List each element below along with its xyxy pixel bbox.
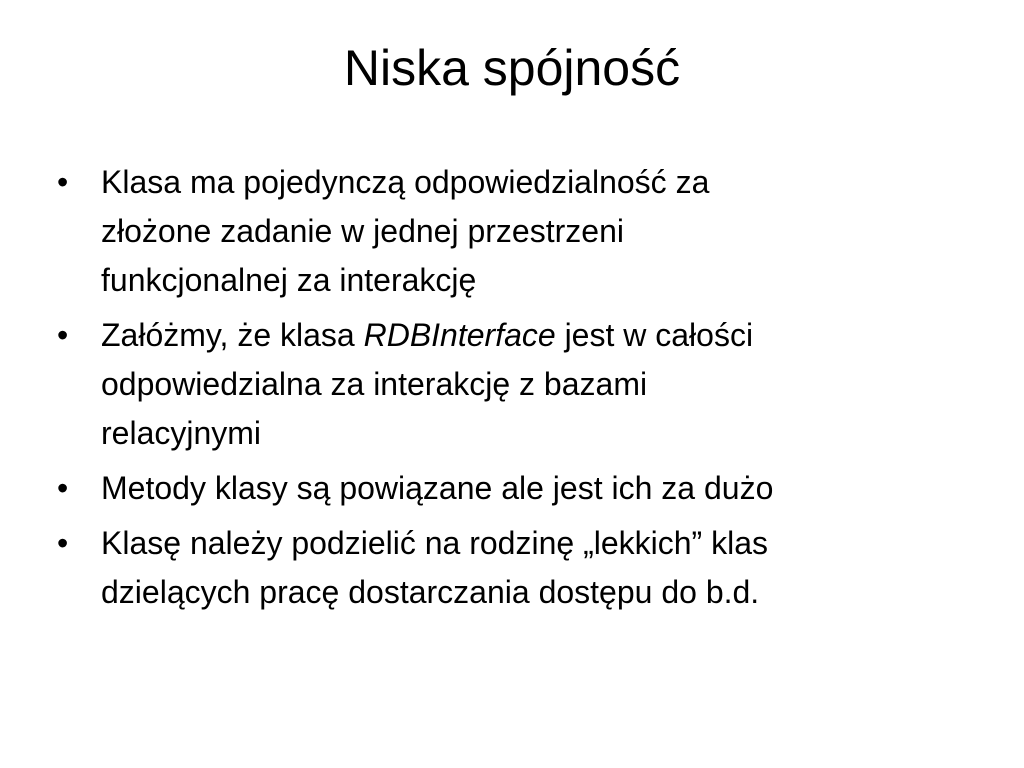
bullet-text-line: złożone zadanie w jednej przestrzeni — [101, 213, 624, 249]
bullet-item — [57, 311, 957, 458]
bullet-text-line: Metody klasy są powiązane ale jest ich za dużo — [101, 470, 774, 506]
bullet-text-line: Klasa ma pojedynczą odpowiedzialność za — [101, 164, 710, 200]
slide-title: Niska spójność — [343, 40, 681, 96]
bullet-marker: • — [57, 164, 69, 200]
bullet-item — [57, 464, 957, 513]
bullet-text-line: funkcjonalnej za interakcję — [101, 262, 477, 298]
bullet-text-line: Klasę należy podzielić na rodzinę „lekkich” klas — [101, 525, 768, 561]
bullet-item — [57, 158, 957, 305]
bullet-item — [57, 519, 957, 617]
bullet-text-segment: jest w całości — [555, 317, 754, 353]
bullet-list — [57, 158, 957, 623]
bullet-text-line: dzielących pracę dostarczania dostępu do b.d. — [101, 574, 760, 610]
class-name-italic: RDBInterface — [363, 317, 556, 353]
bullet-text-segment: Załóżmy, że klasa — [101, 317, 364, 353]
bullet-marker: • — [57, 525, 69, 561]
bullet-marker: • — [57, 470, 69, 506]
bullet-text-line: odpowiedzialna za interakcję z bazami — [101, 366, 648, 402]
bullet-marker: • — [57, 317, 69, 353]
bullet-text-line: relacyjnymi — [101, 415, 262, 451]
